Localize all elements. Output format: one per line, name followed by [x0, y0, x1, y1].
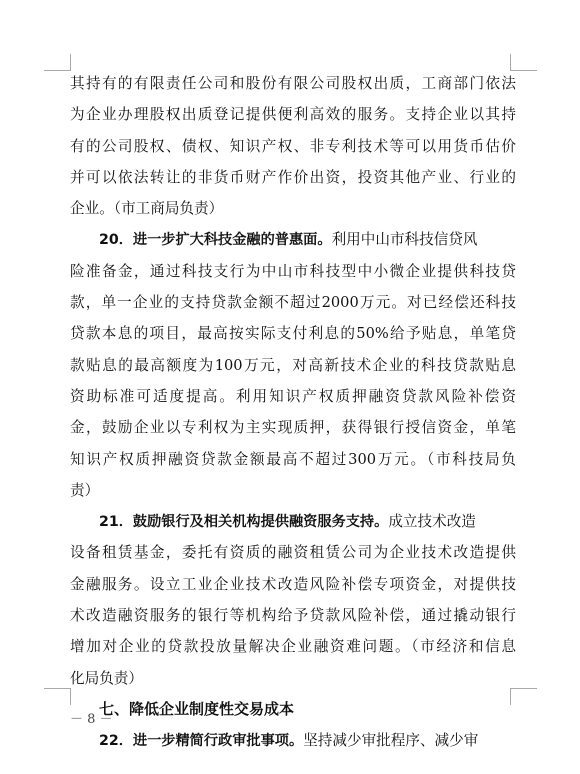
- text-line: 企业。（市工商局负责）: [70, 200, 224, 218]
- text-line: 款，单一企业的支持贷款金额不超过2000万元。对已经偿还科技: [70, 294, 516, 312]
- item-21-first-rest: 成立技术改造: [388, 513, 476, 531]
- crop-mark-top-left: [44, 54, 71, 71]
- item-22-lead: 22．进一步精简行政审批事项。: [99, 733, 304, 750]
- text-line: 有的公司股权、债权、知识产权、非专利技术等可以用货币估价: [70, 137, 516, 155]
- text-line: 增加对企业的贷款投放量解决企业融资难问题。（市经济和信息: [70, 638, 516, 656]
- page-number: － 8 －: [70, 712, 113, 727]
- item-22-first-line: [70, 725, 516, 756]
- text-line: 资助标准可适度提高。利用知识产权质押融资贷款风险补偿资: [70, 387, 516, 405]
- section-heading: 七、降低企业制度性交易成本: [99, 699, 295, 718]
- item-20-first-line: [70, 224, 516, 255]
- crop-mark-bottom-left: [44, 688, 71, 705]
- item-22-first-rest: 坚持减少审批程序、减少审: [303, 732, 479, 750]
- text-line: 设备租赁基金，委托有资质的融资租赁公司为企业技术改造提供: [70, 544, 516, 562]
- text-line: 其持有的有限责任公司和股份有限公司股权出质，工商部门依法: [70, 75, 516, 92]
- text-line: 险准备金，通过科技支行为中山市科技型中小微企业提供科技贷: [70, 262, 516, 280]
- text-line: 金融服务。设立工业企业技术改造风险补偿专项资金，对提供技: [70, 575, 516, 593]
- item-20-lead: 20．进一步扩大科技金融的普惠面。: [99, 232, 332, 249]
- text-line: 为企业办理股权出质登记提供便利高效的服务。支持企业以其持: [70, 106, 516, 124]
- item-20-first-rest: 利用中山市科技信贷风: [331, 231, 478, 249]
- text-line: 知识产权质押融资贷款金额最高不超过300万元。（市科技局负: [70, 450, 516, 468]
- item-21-lead: 21．鼓励银行及相关机构提供融资服务支持。: [99, 514, 389, 531]
- text-line: 化局负责）: [70, 669, 143, 687]
- text-line: 责）: [70, 481, 100, 499]
- text-line: 术改造融资服务的银行等机构给予贷款风险补偿，通过撬动银行: [70, 607, 516, 625]
- text-line: 款贴息的最高额度为100万元，对高新技术企业的科技贷款贴息: [70, 356, 516, 374]
- item-21-first-line: [70, 506, 516, 537]
- text-line: 并可以依法转让的非货币财产作价出资，投资其他产业、行业的: [70, 168, 516, 186]
- text-line: 贷款本息的项目，最高按实际支付利息的50%给予贴息，单笔贷: [70, 325, 516, 343]
- document-body: [70, 68, 516, 757]
- text-line: 金，鼓励企业以专利权为主实现质押，获得银行授信资金，单笔: [70, 419, 516, 437]
